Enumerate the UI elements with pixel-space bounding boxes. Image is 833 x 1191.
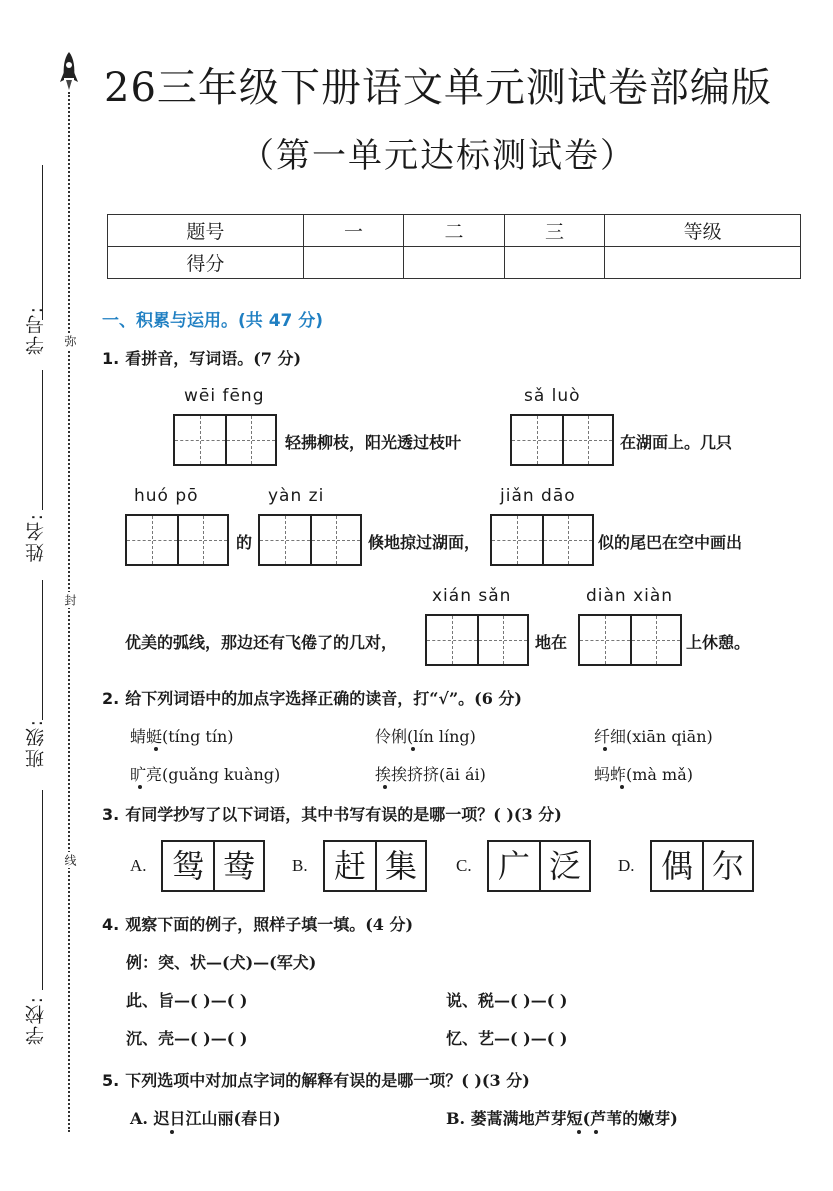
answer-grid-huopo[interactable] bbox=[125, 514, 229, 566]
score-cell[interactable] bbox=[404, 247, 504, 279]
emphasis-dot bbox=[603, 747, 607, 751]
word-char: 广 bbox=[497, 847, 530, 885]
score-header-cell: 一 bbox=[303, 215, 403, 247]
class-line bbox=[42, 580, 43, 720]
school-line bbox=[42, 790, 43, 990]
q1-text-5: 似的尾巴在空中画出 bbox=[598, 533, 743, 552]
pinyin-weifeng: wēi fēng bbox=[184, 386, 265, 406]
q2-option[interactable]: 伶俐(lín líng) bbox=[375, 727, 476, 746]
q3-option-b-box[interactable] bbox=[323, 840, 427, 892]
q2-option[interactable]: 纤细(xiān qiān) bbox=[594, 727, 713, 746]
word-char: 赶 bbox=[333, 847, 366, 885]
q4-item[interactable]: 此、旨—( )—( ) bbox=[126, 991, 248, 1010]
score-row-label: 得分 bbox=[108, 247, 304, 279]
name-label: 姓名: bbox=[25, 512, 47, 563]
q3-option-a-box[interactable] bbox=[161, 840, 265, 892]
question-number: 3. bbox=[102, 805, 120, 824]
seal-char-feng: 封 bbox=[63, 594, 77, 606]
class-label: 班级: bbox=[25, 718, 47, 769]
student-number-line bbox=[42, 165, 43, 320]
emphasis-dot bbox=[138, 785, 142, 789]
rocket-icon bbox=[58, 50, 80, 92]
seal-char-mi: 弥 bbox=[63, 335, 77, 347]
score-cell[interactable] bbox=[605, 247, 801, 279]
q2-option[interactable]: 蜻蜓(tíng tín) bbox=[130, 727, 234, 746]
page-title: 26三年级下册语文单元测试卷部编版 bbox=[104, 65, 772, 111]
question-4 bbox=[102, 912, 413, 935]
q3-option-label[interactable]: B. bbox=[292, 856, 308, 875]
q1-text-6: 优美的弧线，那边还有飞倦了的几对， bbox=[125, 633, 398, 652]
seal-char-xian: 线 bbox=[63, 854, 77, 866]
answer-grid-dianxian[interactable] bbox=[578, 614, 682, 666]
score-cell[interactable] bbox=[303, 247, 403, 279]
q2-option[interactable]: 挨挨挤挤(āi ái) bbox=[375, 765, 486, 784]
question-1 bbox=[102, 346, 301, 369]
question-prompt: 观察下面的例子，照样子填一填。(4 分) bbox=[125, 915, 414, 934]
answer-grid-saluo[interactable] bbox=[510, 414, 614, 466]
score-table-header-row bbox=[108, 215, 801, 247]
q4-item[interactable]: 忆、艺—( )—( ) bbox=[446, 1029, 568, 1048]
question-3 bbox=[102, 802, 562, 825]
q1-text-7: 地在 bbox=[535, 633, 568, 652]
score-header-cell: 二 bbox=[404, 215, 504, 247]
score-cell[interactable] bbox=[504, 247, 604, 279]
question-number: 4. bbox=[102, 915, 120, 934]
question-5 bbox=[102, 1068, 530, 1091]
question-number: 5. bbox=[102, 1071, 120, 1090]
question-number: 1. bbox=[102, 349, 120, 368]
emphasis-dot bbox=[577, 1130, 581, 1134]
word-char: 鸯 bbox=[213, 842, 263, 890]
q4-item[interactable]: 说、税—( )—( ) bbox=[446, 991, 568, 1010]
q4-example: 例：突、状—(犬)—(军犬) bbox=[126, 953, 317, 972]
q3-option-label[interactable]: C. bbox=[456, 856, 472, 875]
binding-dotted-line bbox=[68, 92, 70, 1132]
answer-grid-yanzi[interactable] bbox=[258, 514, 362, 566]
q4-item[interactable]: 沉、壳—( )—( ) bbox=[126, 1029, 248, 1048]
question-prompt: 有同学抄写了以下词语，其中书写有误的是哪一项？( )(3 分) bbox=[125, 805, 562, 824]
q3-option-label[interactable]: D. bbox=[618, 856, 635, 875]
pinyin-yanzi: yàn zi bbox=[268, 486, 325, 506]
score-header-cell: 等级 bbox=[605, 215, 801, 247]
q1-text-2: 在湖面上。几只 bbox=[620, 433, 733, 452]
q1-text-4: 倏地掠过湖面， bbox=[368, 533, 481, 552]
name-line bbox=[42, 370, 43, 510]
word-char: 尔 bbox=[702, 842, 752, 890]
answer-grid-weifeng[interactable] bbox=[173, 414, 277, 466]
word-char: 偶 bbox=[660, 847, 693, 885]
score-table bbox=[107, 214, 801, 279]
question-number: 2. bbox=[102, 689, 120, 708]
emphasis-dot bbox=[411, 747, 415, 751]
q1-text-3: 的 bbox=[236, 533, 253, 552]
word-char: 集 bbox=[375, 842, 425, 890]
section-heading-1: 一、积累与运用。(共 47 分) bbox=[102, 311, 324, 331]
q1-text-1: 轻拂柳枝，阳光透过枝叶 bbox=[285, 433, 462, 452]
pinyin-huopo: huó pō bbox=[134, 486, 199, 506]
q3-option-c-box[interactable] bbox=[487, 840, 591, 892]
question-prompt: 下列选项中对加点字词的解释有误的是哪一项？( )(3 分) bbox=[125, 1071, 530, 1090]
binding-margin bbox=[0, 0, 90, 1191]
q3-option-d-box[interactable] bbox=[650, 840, 754, 892]
q1-text-8: 上休憩。 bbox=[686, 633, 751, 652]
emphasis-dot bbox=[170, 1130, 174, 1134]
q3-option-label[interactable]: A. bbox=[130, 856, 147, 875]
emphasis-dot bbox=[620, 785, 624, 789]
emphasis-dot bbox=[594, 1130, 598, 1134]
word-char: 泛 bbox=[539, 842, 589, 890]
q5-option[interactable]: A. 迟日江山丽(春日) bbox=[130, 1109, 281, 1128]
emphasis-dot bbox=[383, 785, 387, 789]
word-char: 鸳 bbox=[171, 847, 204, 885]
question-prompt: 看拼音，写词语。(7 分) bbox=[125, 349, 302, 368]
q2-option[interactable]: 旷亮(guǎng kuàng) bbox=[130, 765, 281, 784]
answer-grid-xiansan[interactable] bbox=[425, 614, 529, 666]
pinyin-jiandao: jiǎn dāo bbox=[500, 486, 576, 506]
pinyin-dianxian: diàn xiàn bbox=[586, 586, 674, 606]
score-header-cell: 三 bbox=[504, 215, 604, 247]
emphasis-dot bbox=[154, 747, 158, 751]
student-number-label: 学号: bbox=[25, 305, 47, 356]
score-table-score-row bbox=[108, 247, 801, 279]
page-subtitle: （第一单元达标测试卷） bbox=[240, 136, 636, 176]
answer-grid-jiandao[interactable] bbox=[490, 514, 594, 566]
pinyin-saluo: sǎ luò bbox=[524, 386, 581, 406]
question-2 bbox=[102, 686, 522, 709]
pinyin-xiansan: xián sǎn bbox=[432, 586, 512, 606]
q2-option[interactable]: 蚂蚱(mà mǎ) bbox=[594, 765, 693, 784]
school-label: 学校: bbox=[25, 995, 47, 1046]
question-prompt: 给下列词语中的加点字选择正确的读音，打“√”。(6 分) bbox=[125, 689, 522, 708]
q5-option[interactable]: B. 蒌蒿满地芦芽短(芦苇的嫩芽) bbox=[446, 1109, 678, 1128]
score-header-cell: 题号 bbox=[108, 215, 304, 247]
